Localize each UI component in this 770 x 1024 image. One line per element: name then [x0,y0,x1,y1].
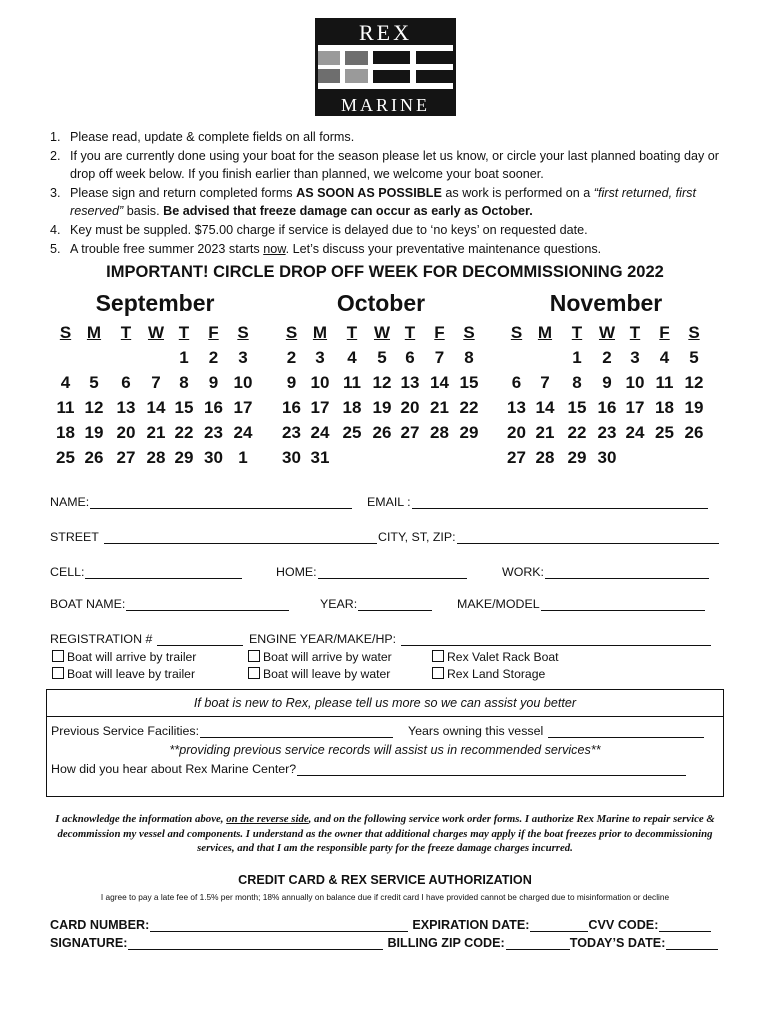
calendar-day[interactable]: 25 [342,422,362,442]
weekday-header: T [571,322,583,342]
instruction-text: Please read, update & complete fields on all forms. [70,130,355,144]
hear-about-input-line[interactable] [297,762,686,776]
home-label: HOME: [276,565,317,579]
calendar-day[interactable]: 17 [233,397,253,417]
calendar-day[interactable]: 18 [342,397,362,417]
weekday-header: W [373,322,391,342]
calendar-day [620,445,650,470]
calendar-day[interactable]: 10 [625,372,645,392]
calendar-day[interactable]: 22 [174,422,194,442]
calendar-day[interactable]: 25 [56,447,75,467]
calendar-day[interactable]: 1 [238,447,248,467]
instruction-text: AS SOON AS POSSIBLE [296,185,442,200]
year-field[interactable] [320,597,432,611]
calendar-day[interactable]: 30 [597,447,617,467]
card-number-row [50,918,720,932]
calendar-day[interactable]: 18 [56,422,75,442]
card-number-input-line[interactable] [150,918,408,932]
years-owning-label: Years owning this vessel [408,724,544,738]
option-leave-trailer[interactable] [52,667,195,681]
make-model-input-line[interactable] [541,597,705,611]
calendar-day [369,445,395,470]
calendar-day [503,345,530,370]
weekday-header: T [404,322,416,342]
weekday-header: T [120,322,132,342]
weekday-header: F [659,322,670,342]
instruction-number: 1. [50,130,61,144]
calendar-day[interactable]: 11 [655,372,674,392]
weekday-header: S [285,322,298,342]
calendar-day[interactable]: 2 [286,347,297,367]
calendar-day[interactable]: 29 [459,422,479,442]
instruction-text: . Let’s discuss your preventative maintenance questions. [285,241,602,256]
work-input-line[interactable] [545,565,709,579]
instruction-item [50,240,730,259]
option-leave-water[interactable] [248,667,390,681]
calendar-day[interactable]: 16 [282,397,301,417]
calendar-day[interactable]: 6 [511,372,522,392]
card-number-label: CARD NUMBER: [50,918,150,932]
calendar-day[interactable]: 5 [89,372,99,392]
calendar-day[interactable]: 3 [315,347,325,367]
calendar-day[interactable]: 4 [347,347,357,367]
instruction-text: Please sign and return completed forms [70,185,297,200]
calendar-day[interactable]: 23 [204,422,223,442]
calendar-day[interactable]: 8 [179,372,189,392]
prev-facilities-field[interactable] [51,724,393,738]
expiration-label: EXPIRATION DATE: [412,918,530,932]
calendar-september [52,286,258,470]
weekday-header: T [346,322,358,342]
calendar-day[interactable]: 29 [174,447,194,467]
calendar-day[interactable]: 1 [179,347,189,367]
calendar-day[interactable]: 15 [459,372,479,392]
home-input-line[interactable] [318,565,467,579]
city-label: CITY, ST, ZIP: [378,530,456,544]
work-field[interactable] [502,565,709,579]
calendar-day[interactable]: 7 [540,372,550,392]
instruction-text: A trouble free summer 2023 starts [70,241,264,256]
calendar-day[interactable]: 10 [233,372,253,392]
calendar-day[interactable]: 20 [400,397,420,417]
instructions-list [50,128,730,258]
name-input-line[interactable] [90,495,352,509]
calendar-day [79,345,109,370]
instruction-item [50,147,730,184]
instruction-text: “first returned, first reserved” [70,185,696,219]
calendar-day[interactable]: 15 [567,397,587,417]
calendar-day[interactable]: 14 [535,397,555,417]
email-input-line[interactable] [412,495,708,509]
city-input-line[interactable] [457,530,719,544]
weekday-header: S [237,322,249,342]
boat-name-input-line[interactable] [126,597,289,611]
signature-row [50,936,720,950]
calendar-day[interactable]: 28 [146,447,166,467]
calendar-day [109,345,143,370]
calendar-day[interactable]: 13 [507,397,526,417]
calendar-day[interactable]: 6 [121,372,131,392]
option-label: Rex Land Storage [447,667,546,681]
weekday-header: M [312,322,328,342]
calendar-day[interactable]: 8 [464,347,474,367]
calendar-day[interactable]: 29 [567,447,587,467]
prev-facilities-label: Previous Service Facilities: [51,724,200,738]
calendar-day[interactable]: 16 [597,397,617,417]
calendar-day[interactable]: 7 [151,372,161,392]
checkbox[interactable] [248,667,260,679]
option-label: Boat will arrive by water [263,650,392,664]
weekday-header: W [147,322,165,342]
calendar-day[interactable]: 24 [233,422,253,442]
calendar-day[interactable]: 18 [655,397,674,417]
calendar-day[interactable]: 27 [507,447,526,467]
calendar-day [395,445,425,470]
calendar-day[interactable]: 16 [204,397,223,417]
calendar-day[interactable]: 10 [310,372,330,392]
month-title: September [95,290,215,316]
expiration-input-line[interactable] [530,918,588,932]
calendar-day[interactable]: 19 [684,397,704,417]
weekday-header: T [629,322,641,342]
calendar-day[interactable]: 5 [377,347,387,367]
calendar-day[interactable]: 26 [84,447,104,467]
option-arrive-water[interactable] [248,650,392,664]
instruction-number: 4. [50,222,61,237]
calendar-day[interactable]: 6 [405,347,415,367]
late-fee-text: I agree to pay a late fee of 1.5% per month; 18% annually on balance due if credit card I have provided cannot be charged due to misinformation or decline [100,892,670,902]
boat-name-field[interactable] [50,597,289,611]
weekday-header: M [86,322,102,342]
calendar-day [679,445,709,470]
calendar-day[interactable]: 14 [430,372,449,392]
prev-facilities-input-line[interactable] [200,724,393,738]
calendar-day[interactable]: 4 [60,372,71,392]
rex-marine-logo [315,18,456,116]
cell-field[interactable] [50,565,242,579]
instruction-item [50,221,730,240]
calendar-day[interactable]: 26 [372,422,392,442]
calendar-day[interactable]: 22 [459,397,479,417]
calendar-day[interactable]: 14 [146,397,166,417]
calendar-day[interactable]: 24 [625,422,645,442]
calendar-day[interactable]: 11 [56,397,75,417]
weekday-header: S [510,322,523,342]
instruction-text: If you are currently done using your boat for the season please let us know, or circle your last planned boating day or drop off week below. If you finish earlier than planned, we welcome your boat sooner. [70,148,719,182]
signature-label: SIGNATURE: [50,936,128,950]
calendar-november [503,286,709,470]
weekday-header: F [434,322,445,342]
make-model-label: MAKE/MODEL [457,597,540,611]
checkbox[interactable] [52,650,64,662]
hear-about-field[interactable] [51,762,686,776]
calendar-day[interactable]: 27 [400,422,420,442]
calendar-day[interactable]: 2 [208,347,219,367]
logo-top-text: REX [359,20,412,45]
calendar-day[interactable]: 25 [655,422,674,442]
calendar-day[interactable]: 23 [282,422,301,442]
calendar-day[interactable]: 9 [602,372,612,392]
calendar-day[interactable]: 30 [282,447,301,467]
instruction-number: 2. [50,148,61,163]
ack-part1: I acknowledge the information above, [55,813,227,825]
calendar-day[interactable]: 20 [507,422,526,442]
calendar-day[interactable]: 27 [116,447,136,467]
engine-input-line[interactable] [401,632,711,646]
checkbox[interactable] [52,667,64,679]
ack-part2: , and on the following service work order forms. I authorize Rex Marine to repair service & decommission my vessel and components. I understand as the owner that additional charges may apply if the boat freezes prior to decommissioning services, and that I am the responsible party for the freeze damage charges incurred. [57,813,715,855]
weekday-header: T [178,322,190,342]
todays-date-label: TODAY’S DATE: [569,936,666,950]
calendar-day [454,445,484,470]
calendar-day[interactable]: 23 [597,422,617,442]
calendar-day[interactable]: 15 [174,397,194,417]
cvv-label: CVV CODE: [588,918,659,932]
calendar-day[interactable]: 21 [430,397,449,417]
calendar-day[interactable]: 31 [310,447,330,467]
name-label: NAME: [50,495,90,509]
calendar-day[interactable]: 28 [430,422,449,442]
weekday-header: S [463,322,475,342]
street-field[interactable] [50,530,377,544]
cell-label: CELL: [50,565,85,579]
calendar-day[interactable]: 11 [343,372,361,392]
calendar-day[interactable]: 17 [310,397,330,417]
email-field[interactable] [367,495,708,509]
instruction-text: Be advised that freeze damage can occur as early as October. [163,204,533,219]
email-label: EMAIL : [367,495,411,509]
instruction-number: 5. [50,241,61,256]
weekday-header: S [688,322,700,342]
month-title: October [336,290,426,316]
instruction-text: basis. [123,204,164,219]
calendar-day[interactable]: 19 [84,422,104,442]
city-field[interactable] [378,530,719,544]
calendar-day[interactable]: 9 [286,372,297,392]
weekday-header: F [208,322,219,342]
instruction-text: Key must be suppled. $75.00 charge if service is delayed due to ‘no keys’ on requested date. [70,222,588,237]
registration-field[interactable] [50,632,243,646]
weekday-header: W [598,322,616,342]
new-boat-box-heading: If boat is new to Rex, please tell us more so we can assist you better [46,689,724,717]
instruction-text: as work is performed on a [441,185,594,200]
option-label: Boat will leave by trailer [67,667,196,681]
calendar-day[interactable]: 19 [372,397,392,417]
calendar-day[interactable]: 2 [602,347,612,367]
records-note: **providing previous service records will assist us in recommended services** [169,743,601,757]
calendar-day[interactable]: 5 [689,347,699,367]
checkbox[interactable] [248,650,260,662]
calendar-day[interactable]: 17 [625,397,645,417]
work-label: WORK: [502,565,544,579]
calendar-day[interactable]: 3 [630,347,640,367]
calendar-day[interactable]: 8 [572,372,582,392]
year-input-line[interactable] [358,597,432,611]
option-land-storage[interactable] [432,667,545,681]
logo-bottom-text: MARINE [341,95,430,115]
weekday-header: S [59,322,72,342]
calendar-day[interactable]: 21 [535,422,555,442]
calendar-day [143,345,169,370]
option-valet-rack[interactable] [432,650,559,664]
home-field[interactable] [276,565,467,579]
calendar-day[interactable]: 7 [434,347,445,367]
calendar-day[interactable]: 24 [310,422,330,442]
calendar-day[interactable]: 12 [84,397,104,417]
calendar-day[interactable]: 26 [684,422,704,442]
boat-name-label: BOAT NAME: [50,597,126,611]
checkbox[interactable] [432,650,444,662]
street-input-line[interactable] [104,530,377,544]
engine-label: ENGINE YEAR/MAKE/HP: [249,632,397,646]
cvv-input-line[interactable] [659,918,711,932]
year-label: YEAR: [320,597,358,611]
calendar-day [425,445,454,470]
years-owning-input-line[interactable] [548,724,704,738]
billing-zip-input-line[interactable] [506,936,570,950]
todays-date-input-line[interactable] [666,936,718,950]
calendar-day[interactable]: 28 [535,447,555,467]
instruction-item [50,128,730,147]
calendar-day [335,445,369,470]
acknowledgement-text [48,812,722,856]
checkbox[interactable] [432,667,444,679]
registration-label: REGISTRATION # [50,632,153,646]
instruction-item [50,184,730,221]
option-arrive-trailer[interactable] [52,650,196,664]
weekday-header: M [537,322,553,342]
option-label: Boat will leave by water [263,667,391,681]
calendar-day[interactable]: 13 [400,372,420,392]
calendar-day[interactable]: 1 [572,347,582,367]
years-owning-field[interactable] [408,724,704,738]
street-label: STREET [50,530,99,544]
calendar-october [278,286,484,470]
signature-input-line[interactable] [128,936,383,950]
credit-card-title: CREDIT CARD & REX SERVICE AUTHORIZATION [238,873,532,887]
option-label: Rex Valet Rack Boat [447,650,559,664]
calendar-day [530,345,560,370]
ack-reverse-side: on the reverse side [226,813,309,825]
calendar-day[interactable]: 13 [116,397,136,417]
hear-about-label: How did you hear about Rex Marine Center? [51,762,297,776]
calendar-day [52,345,79,370]
billing-zip-label: BILLING ZIP CODE: [387,936,505,950]
option-label: Boat will arrive by trailer [67,650,197,664]
registration-input-line[interactable] [157,632,243,646]
calendar-day[interactable]: 12 [372,372,392,392]
make-model-field[interactable] [457,597,705,611]
name-field[interactable] [50,495,352,509]
calendar-day[interactable]: 4 [659,347,670,367]
month-title: November [549,290,663,316]
calendar-day[interactable]: 9 [208,372,219,392]
cell-input-line[interactable] [85,565,242,579]
calendar-day[interactable]: 20 [116,422,136,442]
calendar-day[interactable]: 22 [567,422,587,442]
instruction-text: now [263,241,286,256]
instruction-number: 3. [50,185,61,200]
calendar-day[interactable]: 21 [146,422,166,442]
important-heading: IMPORTANT! CIRCLE DROP OFF WEEK FOR DECOMMISSIONING 2022 [106,263,664,281]
calendar-day[interactable]: 3 [238,347,248,367]
calendar-day[interactable]: 30 [204,447,223,467]
engine-field[interactable] [249,632,711,646]
calendar-day [650,445,679,470]
calendar-day[interactable]: 12 [684,372,704,392]
